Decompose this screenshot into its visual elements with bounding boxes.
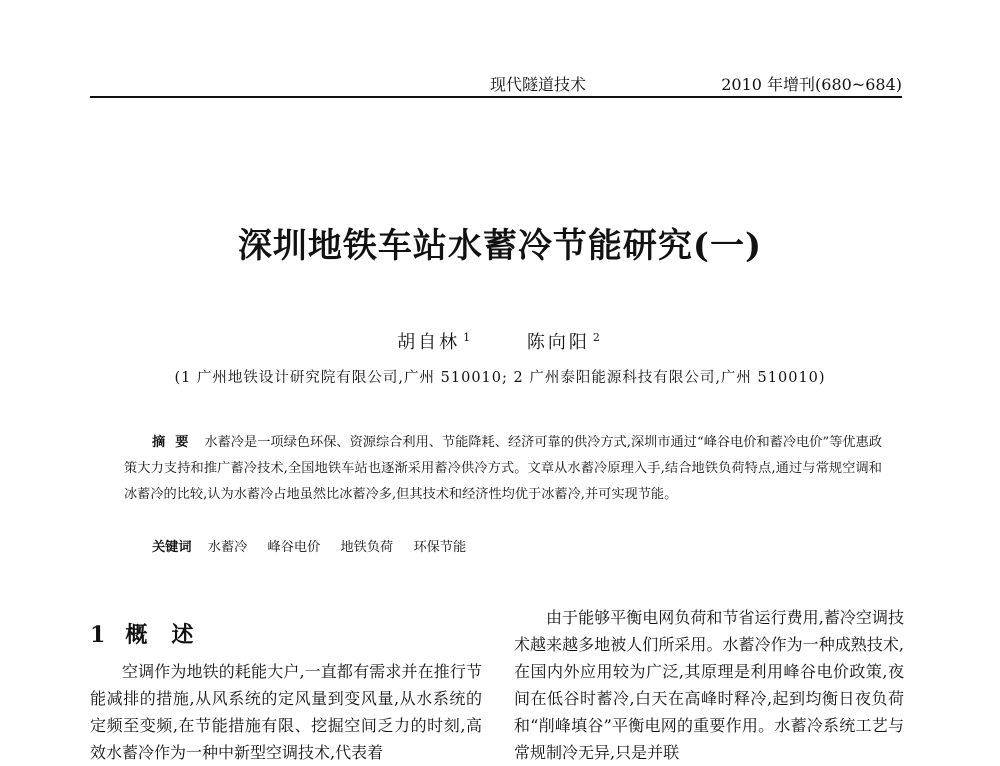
section-number: 1 — [90, 622, 106, 648]
keyword: 环保节能 — [413, 540, 467, 555]
abstract-label: 摘要 — [152, 435, 199, 450]
affiliation: (1 广州地铁设计研究院有限公司,广州 510010; 2 广州泰阳能源科技有限公司,广州 510010) — [174, 370, 826, 386]
author: 胡自林 $^1$ — [397, 331, 474, 353]
keywords — [152, 536, 482, 555]
section-heading — [90, 618, 217, 649]
body-column-right: 由于能够平衡电网负荷和节省运行费用,蓄冷空调技术越来越多地被人们所采用。水蓄冷作为一种成熟技术,在国内外应用较为广泛,其原理是利用峰谷电价政策,夜间在低谷时蓄冷,白天在高峰时释冷,起到均衡日夜负荷和“削峰填谷”平衡电网的重要作用。水蓄冷系统工艺与常规制冷无异,只是并联 — [514, 608, 904, 762]
keyword: 水蓄冷 — [207, 540, 248, 555]
abstract-text: 水蓄冷是一项绿色环保、资源综合利用、节能降耗、经济可靠的供冷方式,深圳市通过“峰谷电价和蓄冷电价”等优惠政策大力支持和推广蓄冷技术,全国地铁车站也逐渐采用蓄冷供冷方式。文章从水蓄冷原理入手,结合地铁负荷特点,通过与常规空调和冰蓄冷的比较,认为水蓄冷占地虽然比冰蓄冷多,但其技术和经济性均优于冰蓄冷,并可实现节能。 — [124, 435, 883, 502]
paper-title: 深圳地铁车站水蓄冷节能研究(一) — [237, 226, 763, 266]
abstract — [124, 430, 882, 508]
running-header — [90, 70, 902, 98]
keyword: 峰谷电价 — [267, 540, 321, 555]
section-title: 概述 — [125, 622, 218, 648]
author: 陈向阳 $^2$ — [526, 331, 603, 353]
body-column-left: 空调作为地铁的耗能大户,一直都有需求并在推行节能减排的措施,从风系统的定风量到变风量,从水系统的定频至变频,在节能措施有限、挖掘空间乏力的时刻,高效水蓄冷作为一种中新型空调技术,代表着 — [90, 662, 482, 762]
author-list — [0, 328, 1000, 354]
keyword: 地铁负荷 — [340, 540, 394, 555]
issue-info: 2010 年增刊(680~684) — [721, 75, 902, 94]
header-rule — [90, 96, 902, 98]
journal-name: 现代隧道技术 — [490, 75, 587, 94]
keywords-label: 关键词 — [152, 540, 192, 555]
